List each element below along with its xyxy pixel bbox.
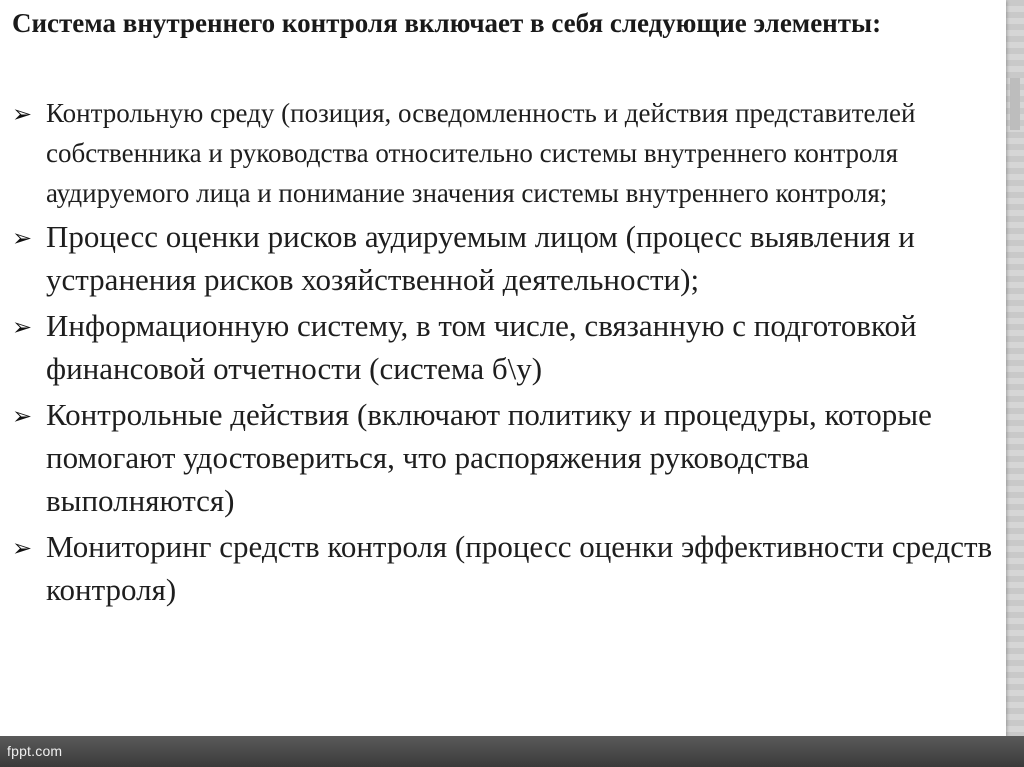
frame-right-edge xyxy=(1006,0,1024,767)
list-item-text: Контрольные действия (включают политику и процедуры, которые помогают удостовериться, что распоряжения руководства выполняются) xyxy=(46,397,932,518)
footer-brand-link[interactable]: fppt.com xyxy=(7,743,63,759)
list-item-text: Информационную систему, в том числе, связанную с подготовкой финансовой отчетности (система б\у) xyxy=(46,308,917,386)
list-item xyxy=(12,215,997,301)
arrow-bullet-icon: ➢ xyxy=(12,100,33,128)
list-item xyxy=(12,304,997,390)
list-item xyxy=(12,93,997,213)
arrow-bullet-icon: ➢ xyxy=(12,402,33,430)
footer-bar xyxy=(0,736,1024,767)
list-item xyxy=(12,393,997,522)
list-item-text: Процесс оценки рисков аудируемым лицом (процесс выявления и устранения рисков хозяйственной деятельности); xyxy=(46,219,915,297)
list-item xyxy=(12,525,997,611)
list-item-text: Контрольную среду (позиция, осведомленность и действия представителей собственника и руководства относительно системы внутреннего контроля аудируемого лица и понимание значения системы внутреннего контроля; xyxy=(46,98,916,208)
arrow-bullet-icon: ➢ xyxy=(12,534,33,562)
arrow-bullet-icon: ➢ xyxy=(12,224,33,252)
arrow-bullet-icon: ➢ xyxy=(12,313,33,341)
list-item-text: Мониторинг средств контроля (процесс оценки эффективности средств контроля) xyxy=(46,529,993,607)
bullet-list xyxy=(12,93,997,614)
side-marker xyxy=(1010,78,1020,130)
slide-title: Система внутреннего контроля включает в себя следующие элементы: xyxy=(12,8,882,38)
